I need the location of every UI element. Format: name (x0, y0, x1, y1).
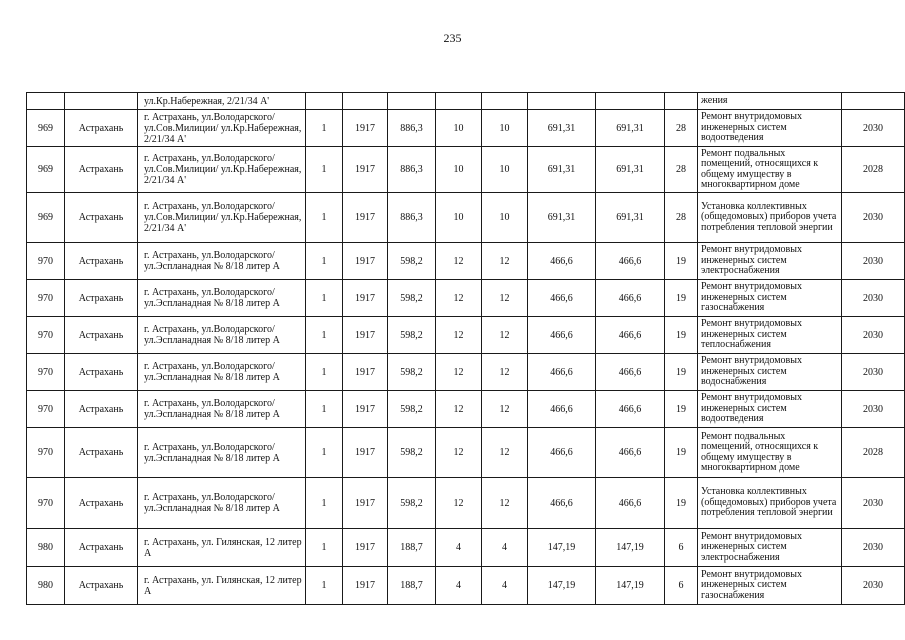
residential-units-cell: 12 (482, 280, 528, 317)
table-row (27, 280, 905, 317)
year-built-cell: 1917 (343, 147, 388, 193)
address-cell: г. Астрахань, ул.Володарского/ ул.Эспланадная № 8/18 литер А (138, 243, 306, 280)
city-cell: Астрахань (65, 391, 138, 428)
row-number: 970 (27, 478, 65, 529)
table-row (27, 147, 905, 193)
entrances-cell: 1 (306, 317, 343, 354)
table-row (27, 317, 905, 354)
city-cell: Астрахань (65, 428, 138, 478)
entrances-cell: 1 (306, 529, 343, 567)
private-area-cell: 147,19 (596, 529, 665, 567)
living-area-cell: 691,31 (528, 147, 596, 193)
row-number: 970 (27, 391, 65, 428)
living-area-cell: 147,19 (528, 529, 596, 567)
living-area-cell: 466,6 (528, 391, 596, 428)
residential-units-cell: 12 (482, 428, 528, 478)
work-type-cell: Ремонт внутридомовых инженерных систем теплоснабжения (698, 317, 842, 354)
table-row (27, 391, 905, 428)
apartments-cell: 10 (436, 147, 482, 193)
table-row (27, 428, 905, 478)
address-cell: г. Астрахань, ул. Гилянская, 12 литер А (138, 529, 306, 567)
residents-cell: 28 (665, 110, 698, 147)
residential-units-cell: 4 (482, 567, 528, 605)
year-built-cell: 1917 (343, 110, 388, 147)
planned-year-cell: 2030 (842, 478, 905, 529)
row-number: 969 (27, 147, 65, 193)
row-number: 980 (27, 529, 65, 567)
address-cell: г. Астрахань, ул.Володарского/ ул.Эспланадная № 8/18 литер А (138, 428, 306, 478)
private-area-cell: 466,6 (596, 428, 665, 478)
residential-units-cell: 12 (482, 478, 528, 529)
private-area-cell: 466,6 (596, 354, 665, 391)
apartments-cell (436, 93, 482, 110)
residents-cell: 19 (665, 428, 698, 478)
apartments-cell: 12 (436, 428, 482, 478)
living-area-cell: 466,6 (528, 478, 596, 529)
city-cell: Астрахань (65, 354, 138, 391)
residents-cell: 19 (665, 317, 698, 354)
apartments-cell: 12 (436, 354, 482, 391)
city-cell: Астрахань (65, 193, 138, 243)
private-area-cell: 691,31 (596, 147, 665, 193)
year-built-cell: 1917 (343, 354, 388, 391)
row-number: 970 (27, 428, 65, 478)
city-cell: Астрахань (65, 243, 138, 280)
private-area-cell: 147,19 (596, 567, 665, 605)
year-built-cell: 1917 (343, 317, 388, 354)
planned-year-cell: 2030 (842, 354, 905, 391)
residential-units-cell: 12 (482, 354, 528, 391)
residential-units-cell: 12 (482, 243, 528, 280)
year-built-cell (343, 93, 388, 110)
residents-cell (665, 93, 698, 110)
city-cell: Астрахань (65, 567, 138, 605)
table-row (27, 93, 905, 110)
city-cell (65, 93, 138, 110)
total-area-cell: 598,2 (388, 280, 436, 317)
entrances-cell: 1 (306, 391, 343, 428)
residents-cell: 19 (665, 391, 698, 428)
private-area-cell: 691,31 (596, 110, 665, 147)
address-cell: г. Астрахань, ул.Володарского/ ул.Эспланадная № 8/18 литер А (138, 478, 306, 529)
row-number: 970 (27, 280, 65, 317)
residents-cell: 19 (665, 280, 698, 317)
total-area-cell: 188,7 (388, 567, 436, 605)
planned-year-cell (842, 93, 905, 110)
planned-year-cell: 2030 (842, 193, 905, 243)
address-cell: г. Астрахань, ул. Гилянская, 12 литер А (138, 567, 306, 605)
residential-units-cell: 12 (482, 391, 528, 428)
apartments-cell: 4 (436, 529, 482, 567)
work-type-cell: Ремонт внутридомовых инженерных систем водоснабжения (698, 354, 842, 391)
entrances-cell: 1 (306, 193, 343, 243)
living-area-cell (528, 93, 596, 110)
apartments-cell: 12 (436, 317, 482, 354)
year-built-cell: 1917 (343, 529, 388, 567)
living-area-cell: 466,6 (528, 428, 596, 478)
entrances-cell: 1 (306, 567, 343, 605)
total-area-cell: 886,3 (388, 193, 436, 243)
residential-units-cell: 10 (482, 147, 528, 193)
total-area-cell: 598,2 (388, 354, 436, 391)
residential-units-cell: 10 (482, 110, 528, 147)
residents-cell: 28 (665, 147, 698, 193)
planned-year-cell: 2030 (842, 391, 905, 428)
total-area-cell: 598,2 (388, 478, 436, 529)
city-cell: Астрахань (65, 478, 138, 529)
entrances-cell (306, 93, 343, 110)
table-row (27, 529, 905, 567)
total-area-cell: 886,3 (388, 110, 436, 147)
row-number: 970 (27, 317, 65, 354)
entrances-cell: 1 (306, 147, 343, 193)
residents-cell: 19 (665, 354, 698, 391)
apartments-cell: 12 (436, 391, 482, 428)
city-cell: Астрахань (65, 280, 138, 317)
planned-year-cell: 2030 (842, 243, 905, 280)
residents-cell: 19 (665, 478, 698, 529)
row-number: 969 (27, 193, 65, 243)
residents-cell: 6 (665, 567, 698, 605)
year-built-cell: 1917 (343, 478, 388, 529)
city-cell: Астрахань (65, 147, 138, 193)
residents-cell: 28 (665, 193, 698, 243)
planned-year-cell: 2030 (842, 567, 905, 605)
total-area-cell: 188,7 (388, 529, 436, 567)
apartments-cell: 10 (436, 193, 482, 243)
entrances-cell: 1 (306, 354, 343, 391)
living-area-cell: 466,6 (528, 354, 596, 391)
apartments-cell: 10 (436, 110, 482, 147)
living-area-cell: 147,19 (528, 567, 596, 605)
private-area-cell: 466,6 (596, 243, 665, 280)
work-type-cell: Ремонт подвальных помещений, относящихся к общему имуществу в многоквартирном доме (698, 428, 842, 478)
work-type-cell: Ремонт внутридомовых инженерных систем водоотведения (698, 110, 842, 147)
housing-registry-table (26, 92, 905, 605)
residents-cell: 19 (665, 243, 698, 280)
work-type-cell: Ремонт внутридомовых инженерных систем газоснабжения (698, 280, 842, 317)
city-cell: Астрахань (65, 317, 138, 354)
planned-year-cell: 2028 (842, 147, 905, 193)
work-type-cell: Установка коллективных (общедомовых) приборов учета потребления тепловой энергии (698, 478, 842, 529)
total-area-cell: 598,2 (388, 428, 436, 478)
work-type-cell: Ремонт внутридомовых инженерных систем электроснабжения (698, 529, 842, 567)
residential-units-cell: 4 (482, 529, 528, 567)
residential-units-cell: 10 (482, 193, 528, 243)
work-type-cell: Ремонт внутридомовых инженерных систем газоснабжения (698, 567, 842, 605)
living-area-cell: 466,6 (528, 317, 596, 354)
address-cell: г. Астрахань, ул.Володарского/ ул.Сов.Милиции/ ул.Кр.Набережная, 2/21/34 А' (138, 193, 306, 243)
address-cell: г. Астрахань, ул.Володарского/ ул.Эспланадная № 8/18 литер А (138, 391, 306, 428)
table-row (27, 567, 905, 605)
entrances-cell: 1 (306, 428, 343, 478)
private-area-cell (596, 93, 665, 110)
apartments-cell: 12 (436, 243, 482, 280)
address-cell: ул.Кр.Набережная, 2/21/34 А' (138, 93, 306, 110)
entrances-cell: 1 (306, 110, 343, 147)
private-area-cell: 691,31 (596, 193, 665, 243)
living-area-cell: 691,31 (528, 193, 596, 243)
work-type-cell: жения (698, 93, 842, 110)
entrances-cell: 1 (306, 280, 343, 317)
row-number: 969 (27, 110, 65, 147)
planned-year-cell: 2028 (842, 428, 905, 478)
private-area-cell: 466,6 (596, 317, 665, 354)
entrances-cell: 1 (306, 243, 343, 280)
apartments-cell: 12 (436, 478, 482, 529)
living-area-cell: 466,6 (528, 243, 596, 280)
address-cell: г. Астрахань, ул.Володарского/ ул.Эспланадная № 8/18 литер А (138, 354, 306, 391)
total-area-cell (388, 93, 436, 110)
row-number: 980 (27, 567, 65, 605)
row-number: 970 (27, 243, 65, 280)
apartments-cell: 12 (436, 280, 482, 317)
total-area-cell: 598,2 (388, 391, 436, 428)
apartments-cell: 4 (436, 567, 482, 605)
private-area-cell: 466,6 (596, 391, 665, 428)
year-built-cell: 1917 (343, 567, 388, 605)
table-row (27, 193, 905, 243)
planned-year-cell: 2030 (842, 317, 905, 354)
planned-year-cell: 2030 (842, 110, 905, 147)
table-row (27, 243, 905, 280)
city-cell: Астрахань (65, 110, 138, 147)
address-cell: г. Астрахань, ул.Володарского/ ул.Сов.Милиции/ ул.Кр.Набережная, 2/21/34 А' (138, 147, 306, 193)
total-area-cell: 598,2 (388, 317, 436, 354)
year-built-cell: 1917 (343, 391, 388, 428)
entrances-cell: 1 (306, 478, 343, 529)
page-number: 235 (443, 31, 462, 45)
residential-units-cell (482, 93, 528, 110)
year-built-cell: 1917 (343, 428, 388, 478)
living-area-cell: 466,6 (528, 280, 596, 317)
private-area-cell: 466,6 (596, 478, 665, 529)
work-type-cell: Ремонт подвальных помещений, относящихся к общему имуществу в многоквартирном доме (698, 147, 842, 193)
planned-year-cell: 2030 (842, 529, 905, 567)
address-cell: г. Астрахань, ул.Володарского/ ул.Эспланадная № 8/18 литер А (138, 280, 306, 317)
address-cell: г. Астрахань, ул.Володарского/ ул.Сов.Милиции/ ул.Кр.Набережная, 2/21/34 А' (138, 110, 306, 147)
row-number (27, 93, 65, 110)
private-area-cell: 466,6 (596, 280, 665, 317)
address-cell: г. Астрахань, ул.Володарского/ ул.Эспланадная № 8/18 литер А (138, 317, 306, 354)
year-built-cell: 1917 (343, 280, 388, 317)
city-cell: Астрахань (65, 529, 138, 567)
living-area-cell: 691,31 (528, 110, 596, 147)
total-area-cell: 598,2 (388, 243, 436, 280)
year-built-cell: 1917 (343, 193, 388, 243)
row-number: 970 (27, 354, 65, 391)
work-type-cell: Ремонт внутридомовых инженерных систем электроснабжения (698, 243, 842, 280)
work-type-cell: Ремонт внутридомовых инженерных систем водоотведения (698, 391, 842, 428)
year-built-cell: 1917 (343, 243, 388, 280)
residents-cell: 6 (665, 529, 698, 567)
planned-year-cell: 2030 (842, 280, 905, 317)
work-type-cell: Установка коллективных (общедомовых) приборов учета потребления тепловой энергии (698, 193, 842, 243)
total-area-cell: 886,3 (388, 147, 436, 193)
table-row (27, 354, 905, 391)
residential-units-cell: 12 (482, 317, 528, 354)
table-row (27, 110, 905, 147)
table-row (27, 478, 905, 529)
